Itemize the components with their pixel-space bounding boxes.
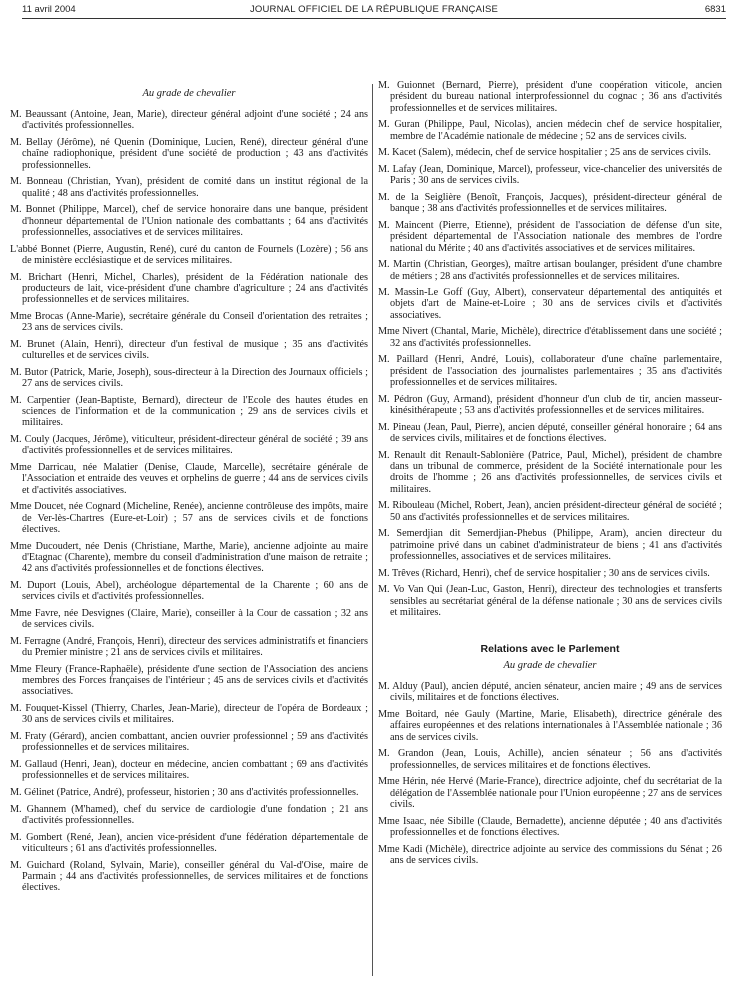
honoree-entry: Mme Nivert (Chantal, Marie, Michèle), directrice d'établissement dans une société ; 32 ans d'activités professionnelles.	[378, 326, 722, 349]
right-entries	[378, 80, 722, 618]
honoree-entry: Mme Brocas (Anne-Marie), secrétaire générale du Conseil d'orientation des retraites ; 23 ans de services civils.	[10, 310, 368, 334]
honoree-entry: M. Maincent (Pierre, Etienne), président de l'association de défense d'un site, président départemental de l'Association nationale des membres de l'ordre national du Mérite ; 40 ans d'activités associatives et de services militaires.	[378, 219, 722, 254]
column-divider	[372, 84, 373, 976]
header-rule	[22, 18, 726, 19]
honoree-entry: M. Ferragne (André, François, Henri), directeur des services administratifs et financiers du Premier ministre ; 21 ans de services civils et militaires.	[10, 635, 368, 659]
honoree-entry: M. Pédron (Guy, Armand), président d'honneur d'un club de tir, ancien masseur-kinésithérapeute ; 53 ans d'activités professionnelles et de services militaires.	[378, 393, 722, 417]
honoree-entry: M. Gombert (René, Jean), ancien vice-président d'une fédération départementale de viticulteurs ; 61 ans d'activités professionnelles.	[10, 831, 368, 855]
page-header	[22, 4, 726, 18]
section-grade-subheading: Au grade de chevalier	[503, 660, 597, 672]
honoree-entry: M. Renault dit Renault-Sablonière (Patrice, Paul, Michel), président de chambre dans un tribunal de commerce, président de la Société internationale pour les droits de l'homme ; 26 ans d'activités professionnelles, de services civils et militaires.	[378, 449, 722, 495]
honoree-entry: Mme Kadi (Michèle), directrice adjointe au service des commissions du Sénat ; 26 ans de services civils.	[378, 843, 722, 866]
issue-date: 11 avril 2004	[22, 4, 76, 15]
honoree-entry: M. Beaussant (Antoine, Jean, Marie), directeur général adjoint d'une société ; 24 ans d'activités professionnelles.	[10, 109, 368, 132]
honoree-entry: Mme Hérin, née Hervé (Marie-France), directrice adjointe, chef du secrétariat de la délégation de l'Assemblée nationale pour l'Union européenne ; 27 ans de services civils.	[378, 776, 722, 810]
honoree-entry: Mme Favre, née Desvignes (Claire, Marie), conseiller à la Cour de cassation ; 32 ans de services civils.	[10, 607, 368, 631]
honoree-entry: M. Ribouleau (Michel, Robert, Jean), ancien président-directeur général de société ; 50 ans d'activités professionnelles et de services militaires.	[378, 500, 722, 523]
honoree-entry: M. Brichart (Henri, Michel, Charles), président de la Fédération nationale des producteurs de lait, vice-président d'une chambre d'agriculture ; 24 ans d'activités professionnelles et de services militaires.	[10, 271, 368, 306]
honoree-entry: Mme Doucet, née Cognard (Micheline, Renée), ancienne contrôleuse des impôts, maire de Ver-lès-Chartres (Eure-et-Loir) ; 57 ans de services civils et de fonctions électives.	[10, 501, 368, 535]
honoree-entry: M. Paillard (Henri, André, Louis), collaborateur d'une chaîne parlementaire, président de l'association des journalistes parlementaires ; 35 ans d'activités professionnelles et de services militaires.	[378, 354, 722, 389]
honoree-entry: M. Trêves (Richard, Henri), chef de service hospitalier ; 30 ans de services civils.	[378, 567, 710, 579]
honoree-entry: Mme Darricau, née Malatier (Denise, Claude, Marcelle), secrétaire générale de l'Association et entraide des veuves et orphelins de guerre ; 44 ans de services civils et d'activités associatives.	[10, 462, 368, 496]
honoree-entry: M. Bellay (Jérôme), né Quenin (Dominique, Lucien, René), directeur général d'une chaîne radiophonique, président d'une société de production ; 43 ans d'activités professionnelles.	[10, 136, 368, 171]
honoree-entry: M. Guran (Philippe, Paul, Nicolas), ancien médecin chef de service hospitalier, membre de l'Académie nationale de médecine ; 52 ans de services civils.	[378, 119, 722, 142]
honoree-entry: M. Fouquet-Kissel (Thierry, Charles, Jean-Marie), directeur de l'opéra de Bordeaux ; 30 ans de services civils et militaires.	[10, 703, 368, 726]
honoree-entry: M. Bonnet (Philippe, Marcel), chef de service honoraire dans une banque, président d'honneur départemental de l'Union nationale des combattants ; 64 ans d'activités professionnelles, associatives et de services militaires.	[10, 204, 368, 238]
grade-subheading: Au grade de chevalier	[142, 88, 236, 99]
left-column	[10, 80, 368, 980]
honoree-entry: M. Alduy (Paul), ancien député, ancien sénateur, ancien maire ; 49 ans de services civils, militaires et de fonctions électives.	[378, 681, 722, 704]
honoree-entry: M. Guionnet (Bernard, Pierre), président d'une coopération viticole, ancien président du bureau national interprofessionnel du cognac ; 36 ans d'activités professionnelles et de services militaires.	[378, 80, 722, 114]
honoree-entry: M. Bonneau (Christian, Yvan), président de comité dans un institut régional de la qualité ; 48 ans d'activités professionnelles.	[10, 176, 368, 199]
honoree-entry: M. Carpentier (Jean-Baptiste, Bernard), directeur de l'Ecole des hautes études en sciences de l'information et de la communication ; 29 ans de services civils et militaires.	[10, 394, 368, 429]
honoree-entry: M. Kacet (Salem), médecin, chef de service hospitalier ; 25 ans de services civils.	[378, 147, 711, 159]
honoree-entry: M. Semerdjian dit Semerdjian-Phebus (Philippe, Aram), ancien directeur du patrimoine privé dans un cabinet d'administrateur de biens ; 41 ans d'activités professionnelles, associatives et de services militaires.	[378, 528, 722, 562]
honoree-entry: Mme Boitard, née Gauly (Martine, Marie, Elisabeth), directrice générale des affaires européennes et des relations internationales à l'Assemblée nationale ; 36 ans de services civils.	[378, 709, 722, 743]
honoree-entry: Mme Ducoudert, née Denis (Christiane, Marthe, Marie), ancienne adjointe au maire d'Etagnac (Charente), membre du conseil d'administration d'une maison de retraite ; 42 ans d'activités professionnelles et de fonctions électives.	[10, 540, 368, 575]
section-title: Relations avec le Parlement	[480, 643, 620, 656]
right-column	[378, 80, 722, 980]
honoree-entry: Mme Fleury (France-Raphaële), présidente d'une section de l'Association des anciens membres des Forces françaises de l'intérieur ; 45 ans de services civils et d'activités associatives.	[10, 663, 368, 698]
honoree-entry: M. Fraty (Gérard), ancien combattant, ancien ouvrier professionnel ; 59 ans d'activités professionnelles et de services militaires.	[10, 731, 368, 754]
honoree-entry: M. de la Seiglière (Benoît, François, Jacques), président-directeur général de banque ; 38 ans d'activités professionnelles et de services militaires.	[378, 191, 722, 215]
honoree-entry: M. Pineau (Jean, Paul, Pierre), ancien député, conseiller général honoraire ; 64 ans de services civils, militaires et de fonctions électives.	[378, 421, 722, 445]
honoree-entry: M. Guichard (Roland, Sylvain, Marie), conseiller général du Val-d'Oise, maire de Parmain ; 44 ans d'activités professionnelles, de services militaires et de fonctions électives.	[10, 859, 368, 894]
honoree-entry: M. Ghannem (M'hamed), chef du service de cardiologie d'une fondation ; 21 ans d'activités professionnelles.	[10, 803, 368, 827]
honoree-entry: M. Grandon (Jean, Louis, Achille), ancien sénateur ; 56 ans d'activités professionnelles, de services militaires et de fonctions électives.	[378, 748, 722, 771]
section-entries	[378, 681, 722, 866]
left-entries	[10, 109, 368, 894]
honoree-entry: M. Gallaud (Henri, Jean), docteur en médecine, ancien combattant ; 69 ans d'activités professionnelles et de services militaires.	[10, 759, 368, 782]
honoree-entry: M. Butor (Patrick, Marie, Joseph), sous-directeur à la Direction des Journaux officiels ; 27 ans de services civils.	[10, 366, 368, 390]
journal-title: JOURNAL OFFICIEL DE LA RÉPUBLIQUE FRANÇAISE	[249, 4, 499, 15]
honoree-entry: M. Massin-Le Goff (Guy, Albert), conservateur départemental des antiquités et objets d'art de Maine-et-Loire ; 30 ans de services civils et d'activités associatives.	[378, 287, 722, 321]
honoree-entry: M. Vo Van Qui (Jean-Luc, Gaston, Henri), directeur des technologies et transferts sensibles au secrétariat général de la défense nationale ; 30 ans de services civils et militaires.	[378, 584, 722, 618]
honoree-entry: Mme Isaac, née Sibille (Claude, Bernadette), ancienne députée ; 40 ans d'activités professionnelles et de fonctions électives.	[378, 815, 722, 838]
honoree-entry: M. Couly (Jacques, Jérôme), viticulteur, président-directeur général de société ; 39 ans d'activités professionnelles et de services militaires.	[10, 434, 368, 457]
honoree-entry: M. Duport (Louis, Abel), archéologue départemental de la Charente ; 60 ans de services civils et d'activités professionnelles.	[10, 579, 368, 603]
honoree-entry: M. Martin (Christian, Georges), maître artisan boulanger, président d'une chambre de métiers ; 28 ans d'activités professionnelles et de services militaires.	[378, 259, 722, 282]
page-number: 6831	[704, 4, 726, 15]
honoree-entry: L'abbé Bonnet (Pierre, Augustin, René), curé du canton de Fournels (Lozère) ; 56 ans de ministère ecclésiastique et de services militaires.	[10, 243, 368, 266]
honoree-entry: M. Brunet (Alain, Henri), directeur d'un festival de musique ; 35 ans d'activités culturelles et de services civils.	[10, 338, 368, 362]
honoree-entry: M. Lafay (Jean, Dominique, Marcel), professeur, vice-chancelier des universités de Paris ; 30 ans de services civils.	[378, 163, 722, 187]
honoree-entry: M. Gélinet (Patrice, André), professeur, historien ; 30 ans d'activités professionnelles.	[10, 787, 359, 799]
